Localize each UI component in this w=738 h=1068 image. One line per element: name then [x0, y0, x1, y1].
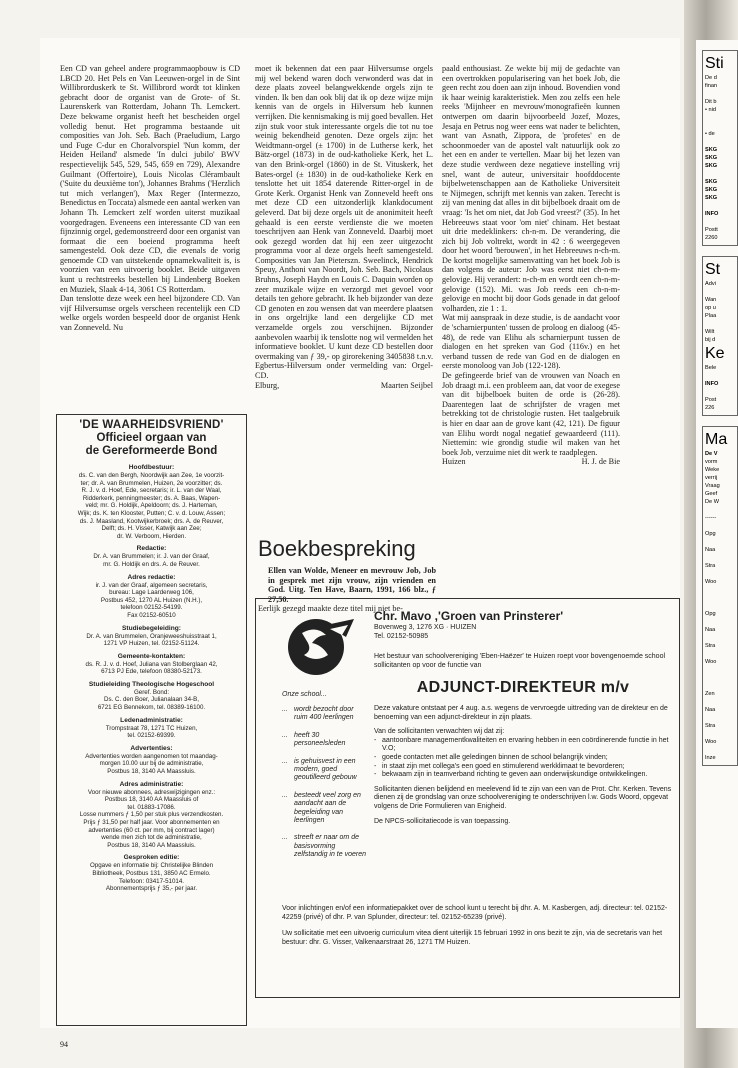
col1-text-2: Dan tenslotte deze week een heel bijzondere CD. Van vijf Hilversumse orgels verscheen recentelijk een CD welke orgels worden bespeeld door de organist Henk van Zonneveld. Nu	[60, 294, 240, 333]
right-page-line	[705, 372, 735, 380]
col2-text: moet ik bekennen dat een paar Hilversumse orgels mij wel bekend waren doch verwonderd was dat in deze plaats zoveel belangwekkende orgels zijn te vinden. Ik ben dan ook blij dat ik op deze wijze mijn kennis van de orgels in Hilversum heb kunnen verrijken. Die kennismaking is mij goed bevallen. Het zijn stuk voor stuk interessante orgels die tot nu toe weinig bekendheid genoten. Deze orgels zijn: het Weidtmann-orgel (± 1700) in de Lutherse kerk, het Bätz-orgel (1873) in de oud-katholieke Kerk, het L. van den Brink-orgel (1860) in de St. Vituskerk, het Bates-orgel (± 1830) in de oud-katholieke Kerk en tenslotte het uit 1854 daterende Ritter-orgel in de Grote Kerk. Organist Henk van Zonneveld heeft ons met deze CD een uitzonderlijk klankdocument geleverd. Dat bij deze orgels uit de anonimiteit heeft gehaald is een eerste verdienste die we moeten toeschrijven aan Henk van Zonneveld. Daarbij moet ook gezegd worden dat hij een zeer uitgezocht programma voor al deze orgels heeft samengesteld. Composities van Jan Pieterszn. Sweelinck, Hendrick Speuy, Anthoni van Noordt, Joh. Seb. Bach, Nicolaus Bruhns, Joseph Haydn en Louis C. Daquin worden op zeer muzikale wijze en verzorgd met gevoel voor details ten gehore gebracht. Ik heb bijzonder van deze CD genoten en zou wensen dat van meerdere plaatsen in ons orgelrijke land een dergelijke CD met verzamelde orgels zou verschijnen. Bijzonder aanbevolen waarbij ik tenslotte nog wil vermelden het informatieve booklet. U kunt deze CD bestellen door overmaking van ƒ 39,- op girorekening 3405838 t.n.v. Egbertus-Hilversum onder vermelding van: Orgel-CD.	[255, 64, 433, 380]
masthead-section-heading: Gesproken editie:	[123, 854, 180, 862]
right-page-line: • nid	[705, 107, 716, 113]
ad-side-item-dots: ...	[282, 791, 288, 799]
masthead-section-line: Fax 02152-60510	[127, 611, 176, 619]
right-page-line	[705, 594, 735, 602]
right-page-line	[705, 170, 735, 178]
masthead-section	[61, 854, 242, 892]
right-box-1	[702, 50, 738, 246]
right-page-line: SKG	[705, 179, 718, 185]
ad-side-item-dots: ...	[282, 706, 288, 713]
masthead-section	[61, 681, 242, 712]
masthead-section-heading: Studiebegeleiding:	[122, 624, 181, 632]
masthead-section-line: morgen 10.00 uur bij de administratie,	[99, 760, 204, 768]
masthead-section-line: Ridderkerk, penningmeester; ds. A. Baas, Wapen-	[82, 494, 221, 502]
ad-job-title: ADJUNCT-DIREKTEUR m/v	[416, 679, 630, 696]
signature-place: Elburg,	[255, 380, 280, 390]
ad-phone: Tel. 02152-50985	[374, 632, 429, 640]
right-page-line: Dit b	[705, 99, 717, 105]
ad-side-item	[282, 758, 368, 783]
right-page-line: Advi	[705, 281, 716, 287]
right-page-line: Woo	[705, 579, 717, 585]
masthead-section-line: Abonnementsprijs ƒ 35,- per jaar.	[105, 885, 198, 893]
right-box-3-lines	[705, 364, 735, 412]
right-page-line	[705, 674, 735, 682]
ad-expectations-intro: Van de sollicitanten verwachten wij dat zij:	[374, 728, 505, 736]
masthead-section-line: tel. 02152-69399.	[127, 732, 176, 740]
right-page-line	[705, 388, 735, 396]
right-page-line: vorm	[705, 459, 718, 465]
ad-school-facts	[282, 691, 368, 869]
col2-signature	[255, 381, 433, 391]
masthead-section	[61, 625, 242, 648]
right-box-2-lines	[705, 280, 735, 344]
right-page-line	[705, 202, 735, 210]
right-page-line	[705, 666, 735, 674]
right-page-line: Woo	[705, 659, 717, 665]
masthead-section-line: mr. G. Holdijk en drs. A. de Reuver.	[103, 560, 200, 568]
right-page-line: Weke	[705, 467, 720, 473]
right-box-4-title: Ma	[705, 431, 728, 448]
masthead-section-line: ds. C. van den Bergh, Noordwijk aan Zee, 1e voorzit-	[78, 472, 225, 479]
ad-expectation-text: in staat zijn met collega's een goed en stimulerend werkklimaat te bevorderen;	[382, 762, 625, 770]
ad-side-item	[282, 706, 368, 723]
right-box-4-lines	[705, 450, 735, 762]
ad-school-name: Chr. Mavo ,'Groen van Prinsterer'	[374, 609, 564, 623]
right-page-line	[705, 746, 735, 754]
masthead-section	[61, 745, 242, 776]
masthead-section-line: veld; mr. G. Holdijk, Apeldoorn; ds. J. Harteman,	[85, 502, 218, 510]
right-page-line	[705, 602, 735, 610]
right-page-line: verrij	[705, 475, 718, 481]
masthead-subtitle	[61, 432, 242, 458]
masthead-section-line: telefoon 02152-54199.	[120, 604, 183, 612]
right-page-line	[705, 288, 735, 296]
masthead-section-line: wende men zich tot de administratie,	[101, 834, 202, 842]
col3-text-2: Wat mij aanspraak in deze studie, is de aandacht voor de 'scharnierpunten' tussen de proloog en dialoog (45-48), de rede van Elihu als scharnierpunt tussen de dialogen en het spreken van God (116v.) en het verband tussen de rede van God en de dialogen en eerste monoloog van Job (122-128).	[442, 313, 620, 371]
masthead-section-line: ter; dr. A. van Brummelen, Huizen, 2e voorzitter; ds.	[80, 479, 223, 487]
ad-npcs: De NPCS-sollicitatiecode is van toepassing.	[374, 817, 511, 825]
right-page-line: Wan	[705, 297, 717, 303]
right-page-line	[705, 698, 735, 706]
masthead-section-line: Voor nieuwe abonnees, adreswijzigingen enz.:	[87, 788, 216, 796]
masthead-section-line: 6713 PJ Ede, telefoon 08380-52173.	[101, 668, 202, 676]
right-page-line: 226	[705, 405, 715, 411]
masthead-section-line: ds. J. Maasland, Kootwijkerbroek; drs. A. de Reuver,	[79, 517, 224, 525]
ad-expectation-text: aantoonbare managementkwaliteiten en ervaring hebben in een coördinerende functie in het V.O;	[382, 736, 669, 753]
masthead-section	[61, 717, 242, 740]
review-book-info: Ellen van Wolde, Meneer en mevrouw Job, Job in gesprek met zijn vrouw, zijn vrienden en God. Uitg. Ten Have, Baarn, 1991, 166 blz., ƒ 27,50.	[268, 566, 436, 604]
right-page-line: finan	[705, 83, 718, 89]
right-page-line	[705, 714, 735, 722]
ad-membership: Sollicitanten dienen belijdend en meelevend lid te zijn van een van de Prot. Chr. Kerken. Tevens dienen zij de grondslag van onze schoolvereniging te onderschrijven l.w. Gods Woord, opgevat volgens de Drie Formulieren van Enigheid.	[374, 785, 672, 810]
ad-expectation-item	[374, 737, 672, 754]
ad-info: Voor inlichtingen en/of een informatiepakket over de school kunt u terecht bij dhr. A. M. Kasbergen, adj. directeur: tel. 02152-42259 (privé) of dhr. P. van Splunder, directeur: tel. 02152-65239 (privé).	[282, 905, 668, 921]
ad-expectation-text: bekwaam zijn in teamverband richting te geven aan onderwijskundige ontwikkelingen.	[382, 771, 648, 779]
right-page-line: Woo	[705, 739, 717, 745]
right-page-line: INFO	[705, 211, 719, 217]
right-page-line: INFO	[705, 381, 719, 387]
masthead-section-line: bureau: Lage Laarderweg 106,	[109, 589, 194, 597]
right-box-3-title: Ke	[705, 345, 725, 362]
adjacent-page	[696, 40, 738, 1028]
masthead-section-line: ir. J. van der Graaf, algemeen secretaris,	[95, 581, 208, 589]
masthead-section-heading: Gemeente-kontakten:	[117, 652, 186, 660]
right-page-line: Stra	[705, 563, 716, 569]
ad-vacancy: Deze vakature ontstaat per 4 aug. a.s. wegens de vervroegde uittreding van de direkteur en de benoeming van een adjunct-direkteur in zijn plaats.	[374, 705, 668, 721]
right-page-line: Zen	[705, 691, 715, 697]
ad-side-heading: Onze school...	[282, 691, 327, 698]
signature-name: H. J. de Bie	[581, 457, 620, 467]
right-page-line	[705, 554, 735, 562]
ad-side-item-text: heeft 30 personeelsleden	[294, 731, 346, 748]
masthead-section-line: ds. R. J. v. d. Hoef, Juliana van Stolberglaan 42,	[85, 660, 218, 668]
masthead-section-heading: Advertenties:	[130, 744, 173, 752]
masthead-section-line: advertenties (60 ct. per mm, bij contract lager)	[88, 826, 215, 834]
right-page-line	[705, 538, 735, 546]
right-page-line: Naa	[705, 707, 716, 713]
school-logo-icon	[282, 615, 360, 677]
masthead-section-line: Geref. Bond:	[133, 688, 170, 696]
masthead-section-heading: Ledenadministratie:	[120, 716, 183, 724]
ad-address: Bovenweg 3, 1276 XG · HUIZEN	[374, 624, 477, 631]
right-page-line: ------	[705, 515, 717, 521]
right-page-line: Wilt	[705, 329, 715, 335]
right-box-2-title: St	[705, 261, 721, 278]
ad-side-item	[282, 834, 368, 859]
ad-expectations-list	[374, 737, 672, 780]
masthead-box	[56, 414, 247, 1026]
signature-name: Maarten Seijbel	[380, 380, 433, 390]
right-page-line: Vraag	[705, 483, 720, 489]
masthead-section-line: Wijk; ds. K. ten Klooster, Putten; C. v. d. Louw, Assen;	[77, 509, 226, 517]
ad-side-item	[282, 732, 368, 749]
masthead-section-line: Postbus 18, 3140 AA Maassluis.	[107, 841, 196, 849]
right-page-line: Naa	[705, 547, 716, 553]
right-page-line: De W	[705, 499, 719, 505]
right-page-line	[705, 320, 735, 328]
ad-footer	[282, 905, 674, 955]
masthead-section-line: tel. 01883-17086.	[127, 803, 176, 811]
ad-expectation-item	[374, 754, 672, 763]
masthead-title: 'DE WAARHEIDSVRIEND'	[79, 419, 224, 431]
masthead-section-line: Dr. A. van Brummelen; ir. J. van der Graaf,	[93, 553, 210, 561]
right-page-line: bij d	[705, 337, 716, 343]
right-page-line: SKG	[705, 147, 718, 153]
right-page-line	[705, 682, 735, 690]
right-page-line	[705, 90, 735, 98]
masthead-section-line: Prijs ƒ 31,50 per half jaar. Voor abonnementen en	[83, 819, 220, 826]
right-page-line	[705, 138, 735, 146]
right-page-line	[705, 650, 735, 658]
dash-bullet: -	[374, 762, 377, 770]
right-page-line: De V	[705, 451, 718, 457]
masthead-section-heading: Redactie:	[136, 545, 167, 553]
right-page-line: SKG	[705, 163, 718, 169]
ad-address-block	[374, 624, 476, 641]
masthead-section-line: 6721 EG Bennekom, tel. 08389-16100.	[97, 704, 206, 712]
dash-bullet: -	[374, 771, 377, 779]
masthead-section	[61, 781, 242, 850]
right-box-1-lines	[705, 74, 735, 242]
col3-text-3: De gefingeerde brief van de vrouwen van Noach en Job draagt m.i. een probleem aan, dat voor de exegese van dit bijbelboek buiten de orde is (26-28). Daarentegen laat de schrijfster de vragen met betrekking tot de christologie rusten. Het taalgebruik is hier en daar aan de grove kant (42, 121). De figuur van Elihu wordt nogal negatief gewaardeerd (111). Niettemin: wie grondig studie wil maken van het boek Job, verzuime niet dit werk te raadplegen.	[442, 371, 620, 457]
masthead-section	[61, 574, 242, 620]
right-page-line: op u	[705, 305, 716, 311]
right-page-line: Stra	[705, 643, 716, 649]
ad-side-item	[282, 792, 368, 826]
job-advertisement	[255, 598, 680, 998]
right-page-line	[705, 218, 735, 226]
right-page-line: Post	[705, 397, 717, 403]
right-page-line	[705, 114, 735, 122]
right-page-line: Opg	[705, 611, 716, 617]
ad-intro: Het bestuur van schoolvereniging 'Eben-Haëzer' te Huizen roept voor bovengenoemde school sollicitanten op voor de functie van	[374, 653, 666, 669]
masthead-section-line: Bibliotheek, Postbus 131, 3850 AC Ermelo.	[92, 869, 211, 877]
right-page-line	[705, 586, 735, 594]
masthead-section-heading: Hoofdbestuur:	[128, 464, 175, 471]
masthead-section-heading: Adres administratie:	[119, 780, 184, 788]
right-page-line: Opg	[705, 531, 716, 537]
right-page-line	[705, 570, 735, 578]
right-page-line	[705, 122, 735, 130]
masthead-section-line: Delft; ds. H. Visser, Katwijk aan Zee;	[101, 525, 202, 533]
right-page-line: Stra	[705, 723, 716, 729]
masthead-section-line: Postbus 452, 1270 AL Huizen (N.H.),	[100, 596, 203, 604]
article-column-1	[60, 64, 240, 333]
right-page-line: SKG	[705, 187, 718, 193]
ad-side-item-dots: ...	[282, 731, 288, 739]
signature-place: Huizen	[442, 457, 466, 467]
col3-text: paald enthousiast. Ze wekte bij mij de gedachte van een overtrokken popularisering van het boek Job, die geen recht zou doen aan zijn inhoud. Bovendien vond ik haar weinig karakteristiek. Men zou zelfs een hele reeks 'Mijnheer en mevrouw'monografieën kunnen ontwerpen om daarin bijvoorbeeld Jozef, Mozes, Jesaja en Petrus nog weer eens wat nader te belichten, want van Asnath, Zippora, de 'profetes' en de schoonmoeder van de apostel valt natuurlijk ook zo het een en ander te vertellen. Maar bij het lezen van deze studie verdween deze negatieve instelling vrij snel, want de auteur, universitair hoofddocente bijbelwetenschappen aan de Katholieke Universiteit te Nijmegen, schrijft met kennis van zaken. Terecht is zij van mening dat alles in dit bijbelboek draait om de vraag: 'Is het om niet, dat Job God vreest?' (35). In het Hebreeuws staat voor 'om niet' chinam. Het bestaat uit drie medeklinkers: ch-n-m. De verandering, die zich bij Job voltrekt, wordt in 42 : 6 weergegeven door het woord 'berouwen', in het Hebreeuws n-ch-m. De kortst mogelijke samenvatting van het boek Job is dan volgens de auteur: Job was eerst niet ch-n-m-gelovige. Hij verandert: n-ch-m en wordt een ch-n-m-gelovige (152). Mi. was Job reeds een ch-n-m-gelovige en mocht bij door Gods genade in dat geloof volharden, zie 1 : 1.	[442, 64, 620, 313]
ad-expectation-text: goede contacten met alle geledingen binnen de school belangrijk vinden;	[382, 753, 608, 761]
masthead-section-line: Postbus 18, 3140 AA Maassluis of	[104, 796, 199, 804]
right-page-line	[705, 730, 735, 738]
dash-bullet: -	[374, 736, 377, 744]
masthead-section-heading: Adres redactie:	[127, 573, 176, 581]
masthead-section-line: Advertenties worden aangenomen tot maandag-	[85, 752, 218, 760]
masthead-sections	[61, 464, 242, 893]
ad-side-item-dots: ...	[282, 834, 288, 842]
article-column-3	[442, 64, 620, 467]
right-box-2	[702, 256, 738, 416]
ad-side-item-text: wordt bezocht door ruim 400 leerlingen	[294, 706, 354, 722]
masthead-section-line: Opgave en informatie bij: Christelijke Blinden	[89, 862, 214, 870]
masthead-section-line: 1271 VP Huizen, tel. 02152-51124.	[103, 640, 200, 648]
right-page-line	[705, 522, 735, 530]
right-page-line: 2260	[705, 235, 718, 241]
section-title: Boekbespreking	[258, 536, 416, 561]
page-number: 94	[60, 1040, 68, 1049]
right-page-line: Postt	[705, 227, 718, 233]
ad-side-list	[282, 706, 368, 860]
masthead-section-line: Ds. C. den Boer, Julianalaan 34-B,	[104, 696, 199, 704]
right-page-line	[705, 634, 735, 642]
masthead-section-line: Trompstraat 78, 1271 TC Huizen,	[105, 724, 198, 732]
ad-expectation-item	[374, 771, 672, 780]
right-page-line	[705, 506, 735, 514]
masthead-section-line: dr. W. Verboom, Hierden.	[116, 532, 187, 540]
col3-signature	[442, 457, 620, 467]
masthead-section-line: R. J. v. d. Hoef, Ede, secretaris; ir. L. van der Waal,	[81, 487, 222, 495]
ad-expectation-item	[374, 763, 672, 772]
masthead-section-line: Postbus 18, 3140 AA Maassluis.	[107, 768, 196, 776]
right-box-4	[702, 426, 738, 766]
ad-side-item-text: besteedt veel zorg en aandacht aan de begeleiding van leerlingen	[294, 791, 361, 825]
masthead-section-heading: Studieleiding Theologische Hogeschool	[88, 680, 215, 688]
masthead-section	[61, 545, 242, 568]
ad-side-item-text: is gehuisvest in een modern, goed geoutilleerd gebouw	[294, 757, 357, 782]
masthead-section-line: Dr. A. van Brummelen, Oranjeweeshuisstraat 1,	[86, 632, 217, 640]
review-opening: Eerlijk gezegd maakte deze titel mij niet be-	[258, 604, 403, 614]
right-page-line: Geef	[705, 491, 718, 497]
right-page-line: • de	[705, 131, 715, 137]
right-page-line	[705, 618, 735, 626]
article-column-2	[255, 64, 433, 390]
ad-side-item-dots: ...	[282, 757, 288, 765]
right-page-line: SKG	[705, 195, 718, 201]
masthead-subtitle-line-1: Officieel orgaan van	[96, 432, 207, 444]
masthead-subtitle-line-2: de Gereformeerde Bond	[85, 445, 218, 457]
dash-bullet: -	[374, 753, 377, 761]
masthead-section-line: Losse nummers ƒ 1,50 per stuk plus verzendkosten.	[79, 811, 224, 819]
ad-main-text	[374, 705, 672, 832]
right-page-line: SKG	[705, 155, 718, 161]
right-page-line: Naa	[705, 627, 716, 633]
right-page-line: Inze	[705, 755, 716, 761]
ad-deadline: Uw sollicitatie met een uitvoerig curriculum vitea dient uiterlijk 15 februari 1992 in ons bezit te zijn, via de secretaris van het bestuur: dhr. G. Visser, Valkenaarstraat 26, 1271 TM Huizen.	[282, 930, 663, 946]
masthead-section	[61, 464, 242, 540]
col1-text: Een CD van geheel andere programmaopbouw is CD LBCD 20. Het Pels en Van Leeuwen-orgel in de Sint Willibrorduskerk te St. Willibrord wordt tot klinken gebracht door de organist van de Grote- of St. Laurenskerk van Rotterdam, Johann Th. Lemckert. Deze bekwame organist heeft het bescheiden orgel volledig benut. Het programma bestaande uit composities van Joh. Seb. Bach (Praeludium, Largo und Fuge C-dur en Choralvorspiel 'Nun komm, der Heiden Heiland' alsmede 'In dulci jubilo' BWV respectievelijk 545, 529, 545, 659 en 729), Alexandre Guilmant (Offertoire), Louis Nicolas Clérambault ('Suite du deuxième ton'), Johannes Brahms ('Herzlich tut mich verlangen'), Max Reger (Intermezzo, Benedictus en Toccata) alsmede een aantal werken van Johann Th. Lemckert zelf worden uiterst muzikaal voorgedragen. Eveneens een interessante CD van een fijnzinnig orgel, gedemonstreerd door een organist van formaat die een boeiend programma heeft samengesteld. Ook deze CD, die evenals de vorig genoemde CD van uitstekende opnamekwaliteit is, is voorzien van een uitvoerig booklet. Beide uitgaven kunt u rechtstreeks bestellen bij Lindenberg Boeken en Muziek, Slaak 4-14, 3061 CS Rotterdam.	[60, 64, 240, 294]
right-page-line: De d	[705, 75, 717, 81]
masthead-section-line: Telefoon: 03417-51014.	[118, 877, 185, 885]
right-box-1-title: Sti	[705, 55, 724, 72]
masthead-section	[61, 653, 242, 676]
right-page-line: Bele	[705, 365, 717, 371]
right-page-line: Plaa	[705, 313, 717, 319]
ad-side-item-text: streeft er naar om de basisvorming zelfstandig in te voeren	[294, 834, 366, 859]
